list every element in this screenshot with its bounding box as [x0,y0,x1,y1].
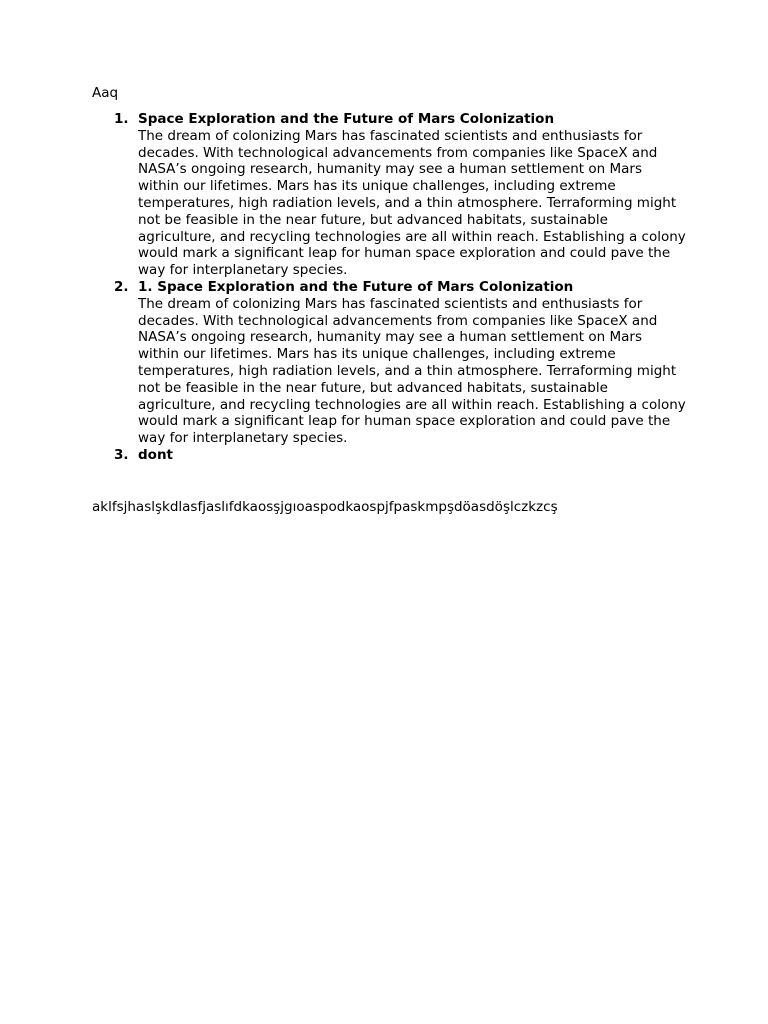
list-item [92,111,692,279]
list-item-number: 1. [114,111,129,127]
list-item-body: The dream of colonizing Mars has fascinated scientists and enthusiasts for decades. With technological advancements from companies like SpaceX and NASA’s ongoing research, humanity may see a human settlement on Mars within our lifetimes. Mars has its unique challenges, including extreme temperatures, high radiation levels, and a thin atmosphere. Terraforming might not be feasible in the near future, but advanced habitats, sustainable agriculture, and recycling technologies are all within reach. Establishing a colony would mark a significant leap for human space exploration and could pave the way for interplanetary species. [138,295,686,447]
numbered-list [92,111,692,464]
list-item-body: The dream of colonizing Mars has fascinated scientists and enthusiasts for decades. With technological advancements from companies like SpaceX and NASA’s ongoing research, humanity may see a human settlement on Mars within our lifetimes. Mars has its unique challenges, including extreme temperatures, high radiation levels, and a thin atmosphere. Terraforming might not be feasible in the near future, but advanced habitats, sustainable agriculture, and recycling technologies are all within reach. Establishing a colony would mark a significant leap for human space exploration and could pave the way for interplanetary species. [138,127,686,279]
first-line-text: Aaq [92,85,119,101]
last-line-text: aklfsjhaslşkdlasfjaslıfdkaosşjgıoaspodkaospjfpaskmpşdöasdöşlczkzcş [92,499,558,515]
list-item-title: 1. Space Exploration and the Future of Mars Colonization [138,278,574,295]
list-item-title: dont [138,446,174,463]
list-item [92,447,692,464]
list-item-number: 2. [114,278,129,295]
list-item-title: Space Exploration and the Future of Mars Colonization [138,111,555,127]
list-item [92,279,692,447]
list-item-number: 3. [114,446,129,463]
